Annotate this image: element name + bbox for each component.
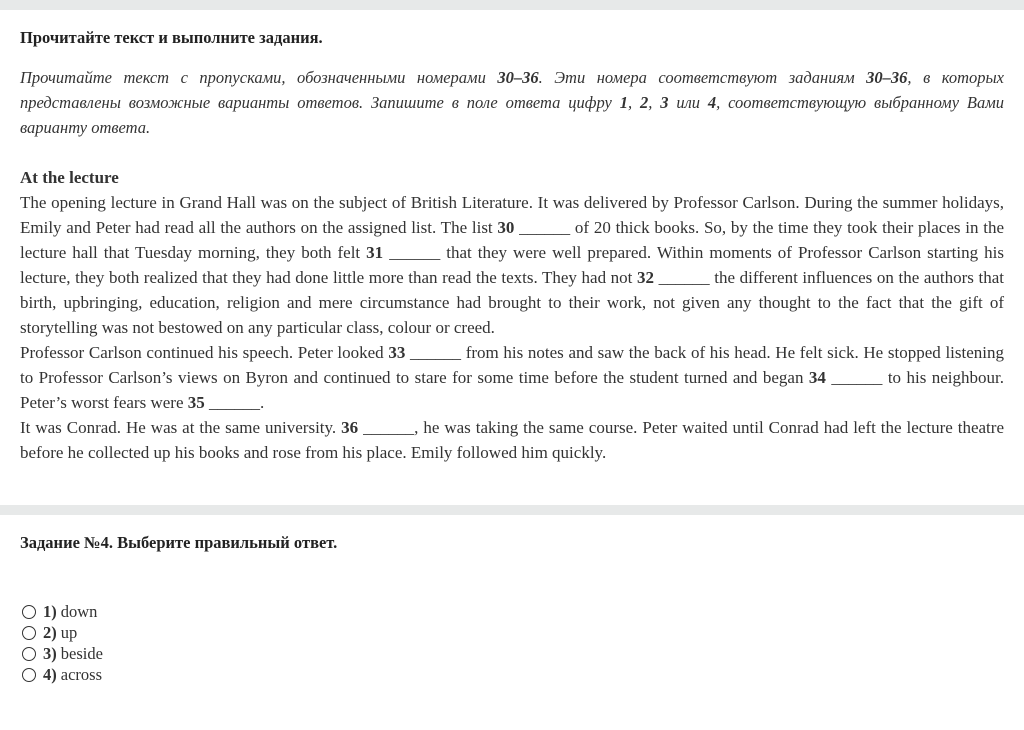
question-section xyxy=(20,530,1004,555)
radio-button-icon[interactable] xyxy=(22,668,36,682)
option-label: up xyxy=(60,622,78,642)
option-label: beside xyxy=(60,643,103,663)
instr-range-b: 30–36 xyxy=(866,68,908,87)
gap-blank-31: ______ xyxy=(383,243,447,262)
gap-blank-36: ______ xyxy=(358,418,415,437)
answer-option-3[interactable] xyxy=(22,643,103,664)
p1-text-c: that they were well prepared. Within moments of Professor Carlson starting his lecture, they both realized that they had done little more than read the texts. They had not xyxy=(20,243,1004,287)
top-divider-band xyxy=(0,0,1024,10)
p1-text-d: the different influences on the authors that birth, upbringing, education, religion and mere circumstance had brought to their work, not given any thought to the fact that the gift of storytelling was not bestowed on any particular class, colour or creed. xyxy=(20,268,1005,337)
p2-text-c: to his neighbour. Peter’s worst fears were xyxy=(20,368,1005,412)
option-number: 2) xyxy=(43,622,57,642)
instr-digit-3: 3 xyxy=(660,93,669,112)
gap-blank-32: ______ xyxy=(654,268,715,287)
option-number: 3) xyxy=(43,643,57,663)
instr-text-4: , соответствующую выбранному Вами варианту ответа. xyxy=(20,93,1005,137)
instr-range-a: 30–36 xyxy=(497,68,539,87)
reading-task-section xyxy=(20,25,1004,465)
instr-sep-1: , xyxy=(627,93,640,112)
p1-text-a: The opening lecture in Grand Hall was on the subject of British Literature. It was delivered by Professor Carlson. During the summer holidays, Emily and Peter had read all the authors on the assigned list. The list xyxy=(20,193,1004,237)
section-divider-band xyxy=(0,505,1024,515)
answer-option-4[interactable] xyxy=(22,664,103,685)
task-heading: Прочитайте текст и выполните задания. xyxy=(20,28,323,47)
instr-text-3: , в которых представлены возможные варианты ответов. Запишите в поле ответа цифру xyxy=(20,68,1005,112)
gap-blank-35: ______. xyxy=(204,393,265,412)
gap-number-34: 34 xyxy=(808,368,826,387)
gap-number-30: 30 xyxy=(497,218,515,237)
instr-or: или xyxy=(668,93,708,112)
text-title: At the lecture xyxy=(20,168,119,187)
gap-blank-33: ______ xyxy=(405,343,466,362)
gap-number-33: 33 xyxy=(388,343,406,362)
task-instructions xyxy=(20,65,1004,140)
radio-button-icon[interactable] xyxy=(22,647,36,661)
instr-text-2: . Эти номера соответствуют заданиям xyxy=(538,68,867,87)
gap-number-32: 32 xyxy=(637,268,655,287)
radio-button-icon[interactable] xyxy=(22,605,36,619)
instr-sep-2: , xyxy=(648,93,661,112)
instr-digit-1: 1 xyxy=(619,93,628,112)
gap-blank-34: ______ xyxy=(825,368,888,387)
option-number: 4) xyxy=(43,664,57,684)
option-label: across xyxy=(60,664,102,684)
p3-text-b: , he was taking the same course. Peter waited until Conrad had left the lecture theatre before he collected up his books and rose from his place. Emily followed him quickly. xyxy=(20,418,1004,462)
gap-blank-30: ______ xyxy=(514,218,575,237)
option-label: down xyxy=(60,601,98,621)
answer-options xyxy=(22,601,103,685)
p3-text-a: It was Conrad. He was at the same university. xyxy=(20,418,342,437)
text-paragraph-3 xyxy=(20,415,1004,465)
p1-text-b: of 20 thick books. So, by the time they took their places in the lecture hall that Tuesday morning, they both felt xyxy=(20,218,1005,262)
instr-digit-2: 2 xyxy=(639,93,649,112)
question-heading: Задание №4. Выберите правильный ответ. xyxy=(20,533,338,552)
answer-option-1[interactable] xyxy=(22,601,103,622)
p2-text-b: from his notes and saw the back of his head. He felt sick. He stopped listening to Professor Carlson’s views on Byron and continued to stare for some time before the student turned and began xyxy=(20,343,1004,387)
text-paragraph-2 xyxy=(20,340,1004,415)
gap-number-31: 31 xyxy=(366,243,384,262)
gap-number-36: 36 xyxy=(341,418,359,437)
option-number: 1) xyxy=(43,601,57,621)
radio-button-icon[interactable] xyxy=(22,626,36,640)
text-paragraph-1 xyxy=(20,190,1004,340)
instr-digit-4: 4 xyxy=(707,93,717,112)
p2-text-a: Professor Carlson continued his speech. Peter looked xyxy=(20,343,389,362)
instr-text-1: Прочитайте текст с пропусками, обозначенными номерами xyxy=(20,68,498,87)
gap-number-35: 35 xyxy=(187,393,205,412)
answer-option-2[interactable] xyxy=(22,622,103,643)
